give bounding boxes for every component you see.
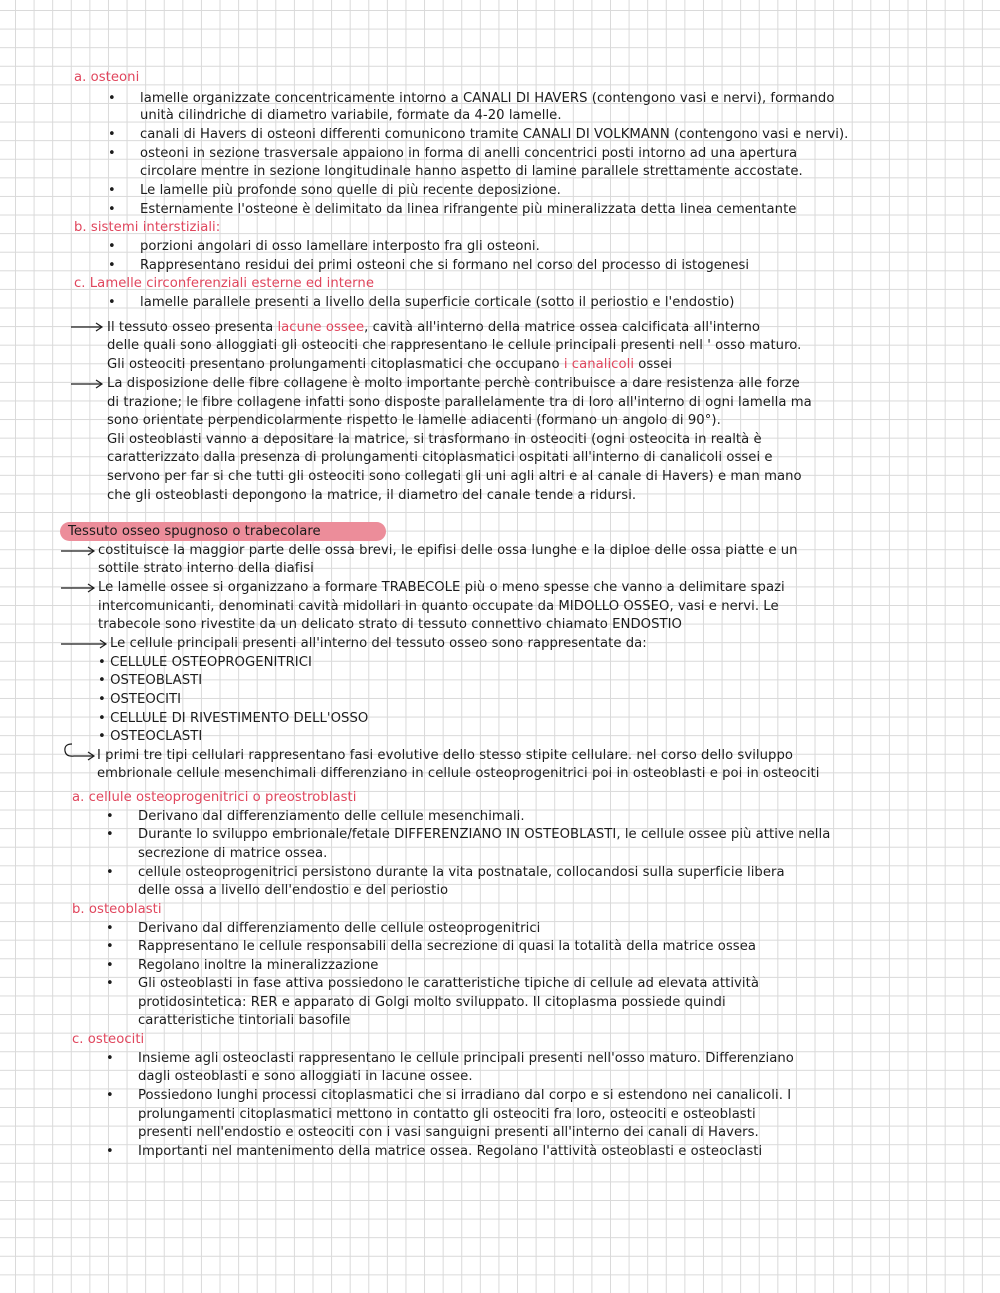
progenitrici-bullet-2b: secrezione di matrice ossea. <box>138 846 328 861</box>
spugnoso-b-line-2: intercomunicanti, denominati cavità midollari in quanto occupate da MIDOLLO OSSEO, vasi e nervi. Le <box>98 599 779 614</box>
osteoblasti-bullet-1: Derivano dal differenziamento delle cellule osteoprogenitrici <box>138 921 541 936</box>
interstiziali-bullet-2: Rappresentano residui dei primi osteoni che si formano nel corso del processo di istogenesi <box>140 258 750 273</box>
arrow-right-icon <box>60 581 98 595</box>
osteoni-bullet-5: Esternamente l'osteone è delimitato da linea rifrangente più mineralizzata detta linea cementante <box>140 202 797 217</box>
fibre-line-2: di trazione; le fibre collagene infatti sono disposte parallelamente tra di loro all'interno di ogni lamella ma <box>107 395 812 410</box>
bullet-dot: • <box>106 809 114 824</box>
term-lacune-ossee: lacune ossee <box>277 320 365 335</box>
osteoni-bullet-1a: lamelle organizzate concentricamente intorno a CANALI DI HAVERS (contengono vasi e nervi), formando <box>140 91 835 106</box>
osteoni-bullet-4: Le lamelle più profonde sono quelle di più recente deposizione. <box>140 183 561 198</box>
bullet-dot: • <box>106 827 114 842</box>
section-heading-spugnoso: Tessuto osseo spugnoso o trabecolare <box>68 524 321 539</box>
bullet-dot: • <box>106 958 114 973</box>
cell-type-item: • OSTEOBLASTI <box>98 673 203 688</box>
osteoblasti-bullet-4b: protidosintetica: RER e apparato di Golgi molto sviluppato. Il citoplasma possiede quindi <box>138 995 726 1010</box>
section-heading-osteociti: c. osteociti <box>72 1032 145 1047</box>
cell-type-item: • CELLULE OSTEOPROGENITRICI <box>98 655 312 670</box>
fibre-line-4: Gli osteoblasti vanno a depositare la matrice, si trasformano in osteociti (ogni osteocita in realtà è <box>107 432 762 447</box>
section-heading-interstiziali: b. sistemi interstiziali: <box>74 220 221 235</box>
osteociti-bullet-2a: Possiedono lunghi processi citoplasmatici che si irradiano dal corpo e si estendono nei canalicoli. I <box>138 1088 792 1103</box>
cell-type-item: • CELLULE DI RIVESTIMENTO DELL'OSSO <box>98 711 369 726</box>
lacune-line-1: Il tessuto osseo presenta lacune ossee, cavità all'interno della matrice ossea calcificata all'interno <box>107 320 761 335</box>
circonferenziali-bullet-1: lamelle parallele presenti a livello della superficie corticale (sotto il periostio e l'endostio) <box>140 295 735 310</box>
fibre-line-1: La disposizione delle fibre collagene è molto importante perchè contribuisce a dare resistenza alle forze <box>107 376 800 391</box>
bullet-dot: • <box>108 202 116 217</box>
fibre-line-6: servono per far si che tutti gli osteociti sono collegati gli uni agli altri e al canale di Havers) e man mano <box>107 469 802 484</box>
osteoni-bullet-2: canali di Havers di osteoni differenti comunicono tramite CANALI DI VOLKMANN (contengono vasi e nervi). <box>140 127 849 142</box>
fibre-line-7: che gli osteoblasti depongono la matrice, il diametro del canale tende a ridursi. <box>107 488 637 503</box>
spugnoso-d-line-1: I primi tre tipi cellulari rappresentano fasi evolutive dello stesso stipite cellulare. nel corso dello sviluppo <box>97 748 793 763</box>
bullet-dot: • <box>108 239 116 254</box>
bullet-dot: • <box>106 921 114 936</box>
spugnoso-d-line-2: embrionale cellule mesenchimali differenziano in cellule osteoprogenitrici poi in osteoblasti e poi in osteociti <box>97 766 820 781</box>
cell-type-item: • OSTEOCLASTI <box>98 729 203 744</box>
arrow-right-icon <box>60 544 98 558</box>
bullet-dot: • <box>108 258 116 273</box>
osteociti-bullet-1a: Insieme agli osteoclasti rappresentano le cellule principali presenti nell'osso maturo. Differenziano <box>138 1051 794 1066</box>
section-heading-circonferenziali: c. Lamelle circonferenziali esterne ed interne <box>74 276 374 291</box>
term-canalicoli: i canalicoli <box>563 357 635 372</box>
osteociti-bullet-3: Importanti nel mantenimento della matrice ossea. Regolano l'attività osteoblasti e osteoclasti <box>138 1144 763 1159</box>
osteoblasti-bullet-2: Rappresentano le cellule responsabili della secrezione di quasi la totalità della matrice ossea <box>138 939 756 954</box>
interstiziali-bullet-1: porzioni angolari di osso lamellare interposto fra gli osteoni. <box>140 239 540 254</box>
arrow-right-icon <box>70 320 106 334</box>
bullet-dot: • <box>106 939 114 954</box>
arrow-right-icon <box>60 637 110 651</box>
arrow-right-icon <box>70 377 106 391</box>
bullet-dot: • <box>108 127 116 142</box>
osteoblasti-bullet-4c: caratteristiche tintoriali basofile <box>138 1013 351 1028</box>
section-heading-progenitrici: a. cellule osteoprogenitrici o preostroblasti <box>72 790 357 805</box>
osteociti-bullet-2b: prolungamenti citoplasmatici mettono in contatto gli osteociti fra loro, osteociti e osteoblasti <box>138 1107 756 1122</box>
progenitrici-bullet-3a: cellule osteoprogenitrici persistono durante la vita postnatale, collocandosi sulla superficie libera <box>138 865 785 880</box>
spugnoso-a-line-2: sottile strato interno della diafisi <box>98 561 314 576</box>
osteoni-bullet-1b: unità cilindriche di diametro variabile, formate da 4-20 lamelle. <box>140 108 562 123</box>
bullet-dot: • <box>106 1051 114 1066</box>
spugnoso-a-line-1: costituisce la maggior parte delle ossa brevi, le epifisi delle ossa lunghe e la diploe delle ossa piatte e un <box>98 543 798 558</box>
spugnoso-b-line-3: trabecole sono rivestite da un delicato strato di tessuto connettivo chiamato ENDOSTIO <box>98 617 682 632</box>
bullet-dot: • <box>108 146 116 161</box>
progenitrici-bullet-1: Derivano dal differenziamento delle cellule mesenchimali. <box>138 809 525 824</box>
lacune-line-2: delle quali sono alloggiati gli osteociti che rappresentano le cellule principali presenti nell ' osso maturo. <box>107 338 802 353</box>
fibre-line-3: sono orientate perpendicolarmente rispetto le lamelle adiacenti (formano un angolo di 90°). <box>107 413 721 428</box>
lacune-line-3: Gli osteociti presentano prolungamenti citoplasmatici che occupano i canalicoli ossei <box>107 357 673 372</box>
osteoblasti-bullet-4a: Gli osteoblasti in fase attiva possiedono le caratteristiche tipiche di cellule ad elevata attività <box>138 976 759 991</box>
bullet-dot: • <box>106 865 114 880</box>
bullet-dot: • <box>108 183 116 198</box>
curved-arrow-icon <box>62 742 98 762</box>
cell-type-item: • OSTEOCITI <box>98 692 182 707</box>
osteociti-bullet-1b: dagli osteoblasti e sono alloggiati in lacune ossee. <box>138 1069 473 1084</box>
spugnoso-b-line-1: Le lamelle ossee si organizzano a formare TRABECOLE più o meno spesse che vanno a delimitare spazi <box>98 580 785 595</box>
spugnoso-c-line-1: Le cellule principali presenti all'interno del tessuto osseo sono rappresentate da: <box>110 636 647 651</box>
bullet-dot: • <box>106 1144 114 1159</box>
section-heading-osteoni: a. osteoni <box>74 70 140 85</box>
bullet-dot: • <box>106 976 114 991</box>
progenitrici-bullet-3b: delle ossa a livello dell'endostio e del periostio <box>138 883 449 898</box>
osteociti-bullet-2c: presenti nell'endostio e osteociti con i vasi sanguigni presenti all'interno dei canali di Havers. <box>138 1125 759 1140</box>
bullet-dot: • <box>108 91 116 106</box>
bullet-dot: • <box>108 295 116 310</box>
osteoblasti-bullet-3: Regolano inoltre la mineralizzazione <box>138 958 379 973</box>
progenitrici-bullet-2a: Durante lo sviluppo embrionale/fetale DIFFERENZIANO IN OSTEOBLASTI, le cellule ossee più attive nella <box>138 827 831 842</box>
bullet-dot: • <box>106 1088 114 1103</box>
section-heading-osteoblasti: b. osteoblasti <box>72 902 162 917</box>
osteoni-bullet-3b: circolare mentre in sezione longitudinale hanno aspetto di lamine parallele strettamente accostate. <box>140 164 803 179</box>
fibre-line-5: caratterizzato dalla presenza di prolungamenti citoplasmatici ospitati all'interno di canalicoli ossei e <box>107 450 773 465</box>
osteoni-bullet-3a: osteoni in sezione trasversale appaiono in forma di anelli concentrici posti intorno ad una apertura <box>140 146 798 161</box>
